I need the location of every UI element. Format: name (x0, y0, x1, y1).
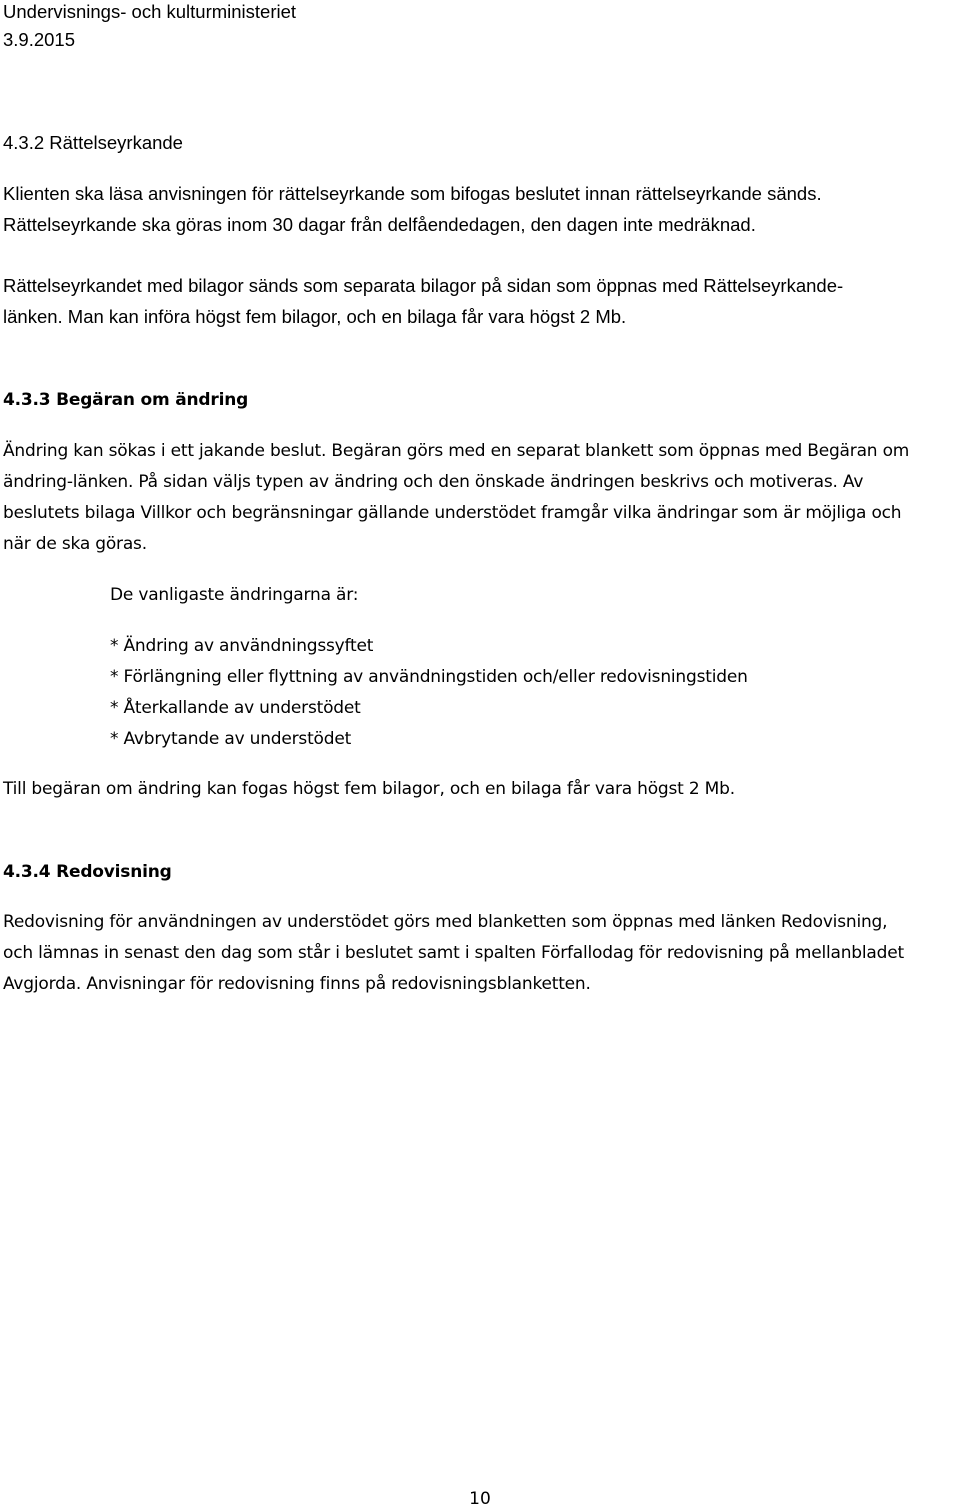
header-ministry: Undervisnings- och kulturministeriet (3, 1, 297, 22)
paragraph-line: Till begäran om ändring kan fogas högst fem bilagor, och en bilaga får vara högst 2 Mb. (3, 779, 735, 799)
section-heading-4-3-3: 4.3.3 Begäran om ändring (3, 390, 249, 410)
paragraph-line: Rättelseyrkandet med bilagor sänds som separata bilagor på sidan som öppnas med Rättelseyrkande- (3, 275, 844, 296)
paragraph-line: Ändring kan sökas i ett jakande beslut. Begäran görs med en separat blankett som öppnas med Begäran om (3, 441, 910, 461)
list-item: * Återkallande av understödet (110, 698, 361, 718)
page-number: 10 (469, 1489, 491, 1509)
paragraph-line: Redovisning för användningen av understödet görs med blanketten som öppnas med länken Redovisning, (3, 912, 888, 932)
paragraph-line: Rättelseyrkande ska göras inom 30 dagar från delfåendedagen, den dagen inte medräknad. (3, 214, 756, 235)
list-item: * Ändring av användningssyftet (110, 636, 374, 656)
paragraph-line: Klienten ska läsa anvisningen för rättelseyrkande som bifogas beslutet innan rättelseyrkande sänds. (3, 183, 822, 204)
section-heading-4-3-2: 4.3.2 Rättelseyrkande (3, 132, 183, 153)
paragraph-line: länken. Man kan införa högst fem bilagor, och en bilaga får vara högst 2 Mb. (3, 306, 627, 327)
list-item: * Förlängning eller flyttning av användningstiden och/eller redovisningstiden (110, 667, 748, 687)
list-intro: De vanligaste ändringarna är: (110, 585, 359, 605)
paragraph-line: Avgjorda. Anvisningar för redovisning finns på redovisningsblanketten. (3, 974, 591, 994)
section-heading-4-3-4: 4.3.4 Redovisning (3, 862, 172, 882)
paragraph-line: beslutets bilaga Villkor och begränsningar gällande understödet framgår vilka ändringar som är möjliga och (3, 503, 902, 523)
header-date: 3.9.2015 (3, 29, 76, 50)
paragraph-line: och lämnas in senast den dag som står i beslutet samt i spalten Förfallodag för redovisning på mellanbladet (3, 943, 904, 963)
paragraph-line: när de ska göras. (3, 534, 147, 554)
paragraph-line: ändring-länken. På sidan väljs typen av ändring och den önskade ändringen beskrivs och motiveras. Av (3, 472, 864, 492)
list-item: * Avbrytande av understödet (110, 729, 352, 749)
